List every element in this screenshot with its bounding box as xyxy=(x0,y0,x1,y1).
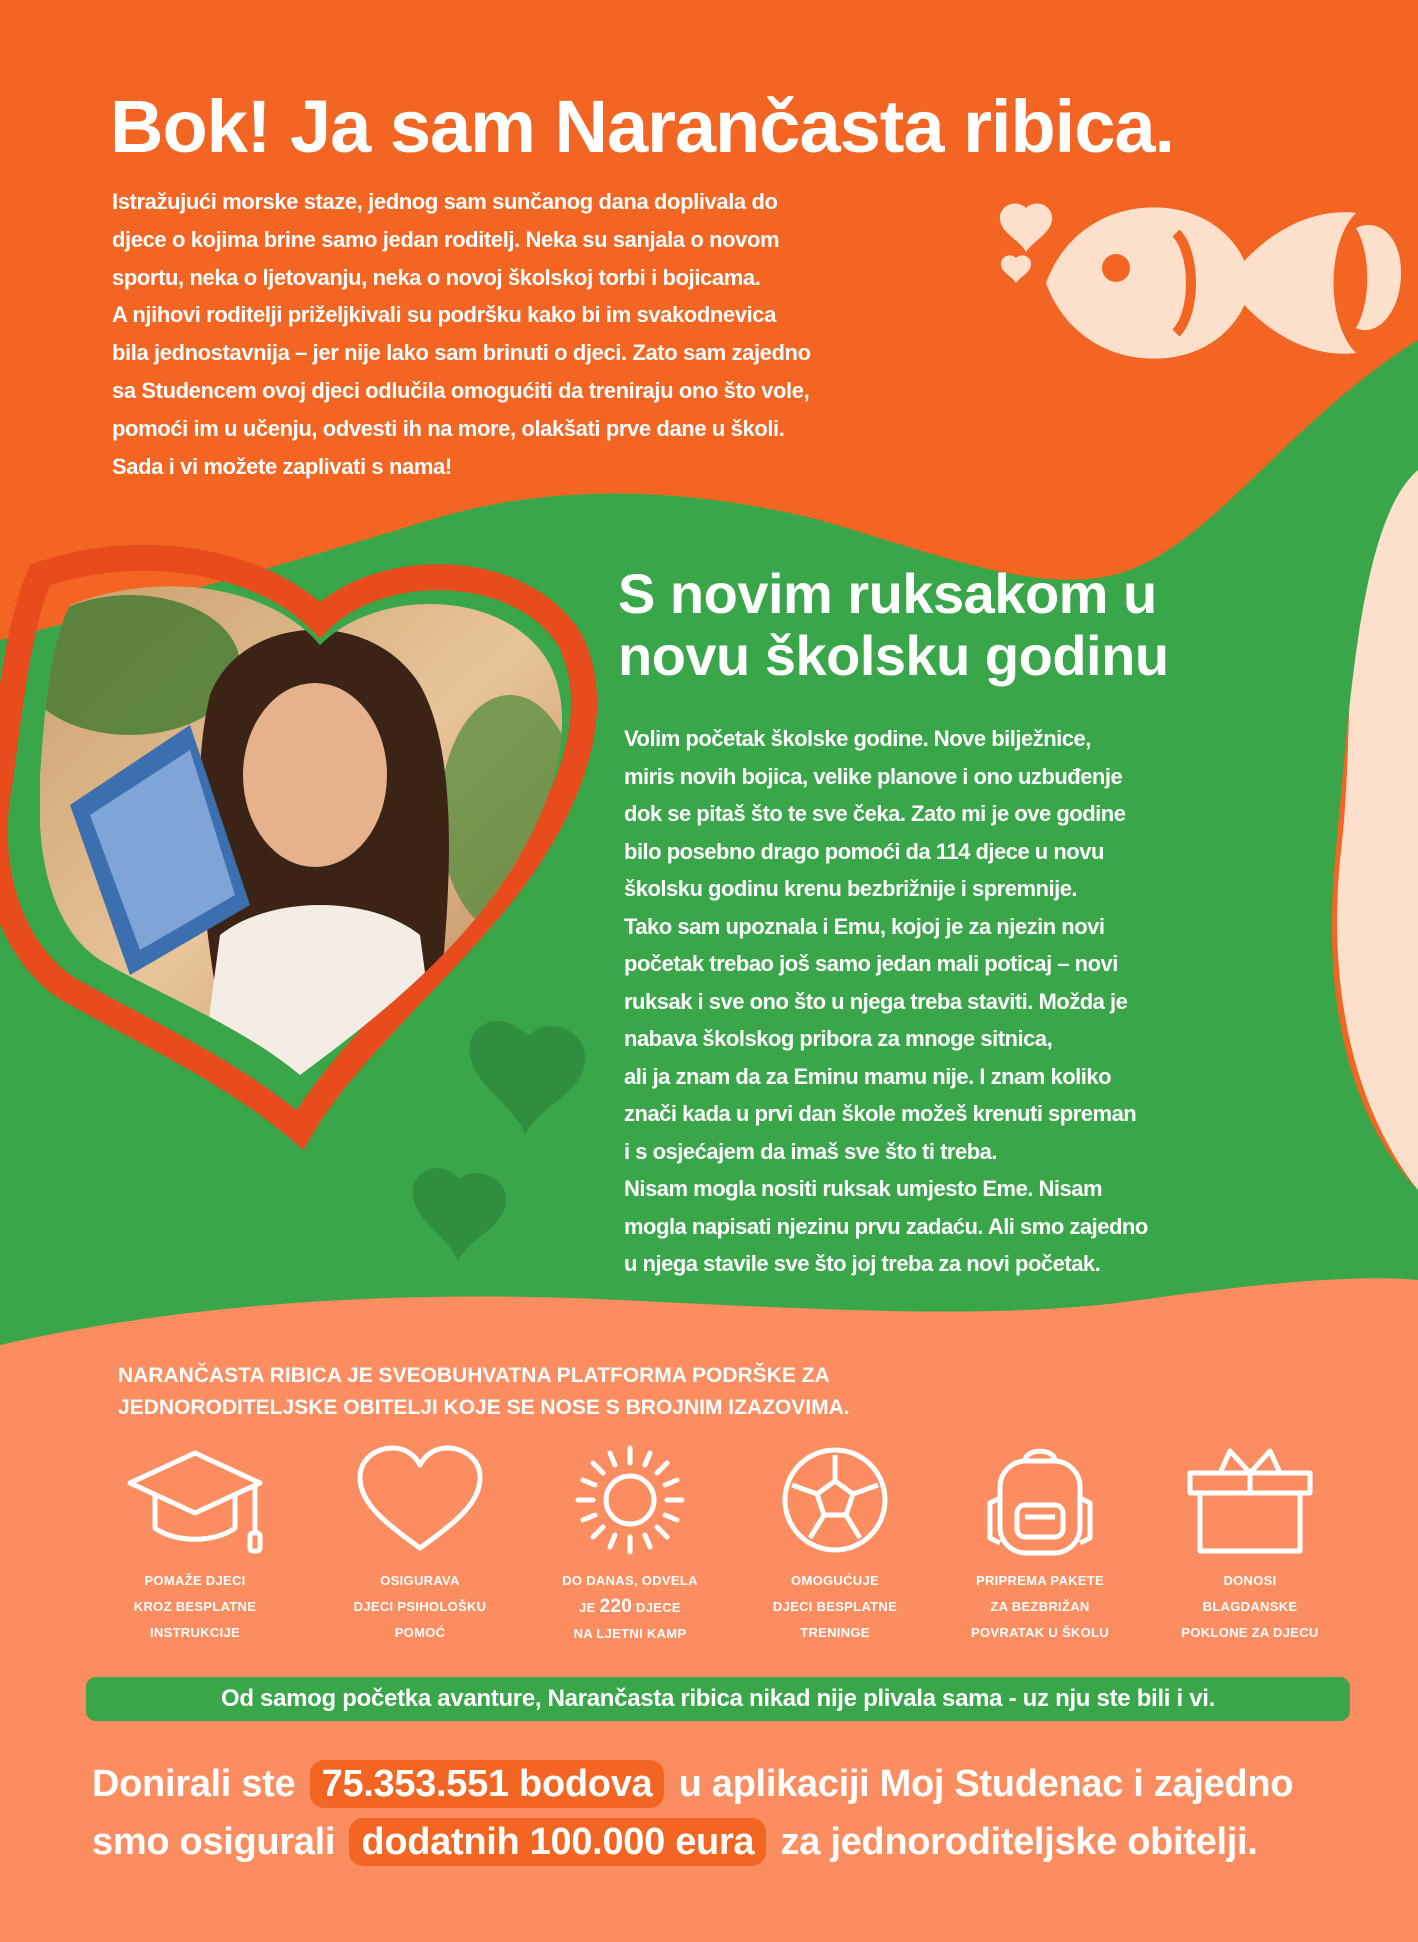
story-line: miris novih bojica, velike planove i ono uzbuđenje xyxy=(624,763,1123,789)
feature-caption-line: DJECI PSIHOLOŠKU xyxy=(353,1599,487,1614)
feature-holiday-gifts xyxy=(1160,1443,1340,1646)
donation-text: Donirali ste xyxy=(92,1763,296,1805)
donation-text: smo osigurali xyxy=(92,1821,336,1863)
donation-text: u aplikaciji Moj Studenac i zajedno xyxy=(678,1763,1294,1805)
feature-caption-line: KROZ BESPLATNE xyxy=(133,1599,257,1614)
donation-line-2 xyxy=(92,1813,1392,1871)
story-line: Volim početak školske godine. Nove bilježnice, xyxy=(624,726,1091,751)
donation-line-1 xyxy=(92,1755,1392,1813)
story-line: dok se pitaš što te sve čeka. Zato mi je ove godine xyxy=(624,801,1126,826)
story-line: školsku godinu krenu bezbrižnije i spremnije. xyxy=(624,876,1078,901)
story-line: i s osjećajem da imaš sve što ti treba. xyxy=(624,1138,998,1164)
feature-caption-line: BLAGDANSKE xyxy=(1202,1599,1298,1614)
story-paragraph xyxy=(624,720,1304,1283)
platform-statement xyxy=(118,1360,1118,1424)
feature-caption-line: OSIGURAVA xyxy=(380,1573,460,1588)
feature-trainings xyxy=(745,1443,925,1646)
graduation-cap-icon xyxy=(120,1443,270,1558)
intro-line: djece o kojima brine samo jedan roditelj. Neka su sanjala o novom xyxy=(112,226,780,252)
gift-icon xyxy=(1175,1443,1325,1558)
intro-paragraph xyxy=(112,183,1012,485)
donation-statement xyxy=(92,1755,1392,1871)
story-line: Tako sam upoznala i Emu, kojoj je za njezin novi xyxy=(624,913,1105,939)
page-title: Bok! Ja sam Narančasta ribica. xyxy=(110,85,1175,168)
feature-caption-line: DONOSI xyxy=(1223,1573,1277,1588)
donated-amount-highlight: dodatnih 100.000 eura xyxy=(349,1818,766,1866)
story-title-line-1: S novim ruksakom u xyxy=(618,562,1157,625)
intro-line: pomoći im u učenju, odvesti ih na more, olakšati prve dane u školi. xyxy=(112,415,785,441)
feature-caption-line xyxy=(540,1594,720,1621)
feature-school-packages xyxy=(950,1443,1130,1646)
platform-line-2: JEDNORODITELJSKE OBITELJI KOJE SE NOSE S BROJNIM IZAZOVIMA. xyxy=(118,1396,850,1419)
fish-logo-icon xyxy=(996,188,1406,378)
intro-line: sa Studencem ovoj djeci odlučila omogućiti da treniraju ono što vole, xyxy=(112,377,810,403)
feature-caption-line: POVRATAK U ŠKOLU xyxy=(971,1625,1109,1640)
feature-summer-camp xyxy=(540,1443,720,1647)
feature-caption-line: TRENINGE xyxy=(800,1625,870,1640)
intro-line: Sada i vi možete zaplivati s nama! xyxy=(112,453,452,479)
donation-text: za jednoroditeljske obitelji. xyxy=(780,1821,1258,1863)
story-line: mogla napisati njezinu prvu zadaću. Ali smo zajedno xyxy=(624,1213,1148,1239)
story-line: u njega stavile sve što joj treba za novi početak. xyxy=(624,1251,1101,1276)
sun-icon xyxy=(555,1443,705,1558)
heart-icon xyxy=(345,1443,495,1558)
feature-caption-line: INSTRUKCIJE xyxy=(150,1625,240,1640)
story-line: početak trebao još samo jedan mali poticaj – novi xyxy=(624,951,1118,976)
intro-line: Istražujući morske staze, jednog sam sunčanog dana doplivala do xyxy=(112,189,778,214)
story-line: znači kada u prvi dan škole možeš krenuti spreman xyxy=(624,1101,1137,1126)
feature-psychological-help xyxy=(330,1443,510,1646)
photo-girl-with-school-supplies xyxy=(40,575,600,1085)
story-line: bilo posebno drago pomoći da 114 djece u novu xyxy=(624,838,1104,864)
intro-line: sportu, neka o ljetovanju, neka o novoj školskoj torbi i bojicama. xyxy=(112,264,761,290)
feature-tutoring xyxy=(105,1443,285,1646)
story-line: ali ja znam da za Eminu mamu nije. I znam koliko xyxy=(624,1063,1112,1089)
feature-caption-line: NA LJETNI KAMP xyxy=(573,1626,687,1641)
story-title-line-2: novu školsku godinu xyxy=(618,624,1169,687)
story-line: nabava školskog pribora za mnoge sitnica, xyxy=(624,1026,1053,1051)
feature-caption-line: POKLONE ZA DJECU xyxy=(1181,1625,1319,1640)
story-line: Nisam mogla nositi ruksak umjesto Eme. Nisam xyxy=(624,1176,1103,1201)
support-banner: Od samog početka avanture, Narančasta ribica nikad nije plivala sama - uz nju ste bili i vi. xyxy=(86,1677,1350,1721)
feature-caption-line: POMAŽE DJECI xyxy=(144,1573,246,1588)
camp-children-count: 220 xyxy=(599,1596,633,1617)
feature-caption-line: ZA BEZBRIŽAN xyxy=(990,1599,1090,1614)
caption-word: JE xyxy=(579,1600,596,1615)
story-line: ruksak i sve ono što u njega treba staviti. Možda je xyxy=(624,988,1128,1014)
feature-caption-line: OMOGUĆUJE xyxy=(791,1573,879,1588)
football-icon xyxy=(760,1443,910,1558)
feature-caption-line: DO DANAS, ODVELA xyxy=(562,1573,698,1588)
feature-caption-line: POMOĆ xyxy=(394,1625,446,1640)
intro-line: bila jednostavnija – jer nije lako sam brinuti o djeci. Zato sam zajedno xyxy=(112,340,811,366)
caption-word: DJECE xyxy=(636,1600,681,1615)
feature-caption-line: PRIPREMA PAKETE xyxy=(975,1573,1104,1588)
donated-points-highlight: 75.353.551 bodova xyxy=(310,1760,665,1808)
intro-line: A njihovi roditelji priželjkivali su podršku kako bi im svakodnevica xyxy=(112,302,776,328)
feature-caption-line: DJECI BESPLATNE xyxy=(772,1599,898,1614)
story-title xyxy=(618,563,1358,687)
platform-line-1: NARANČASTA RIBICA JE SVEOBUHVATNA PLATFORMA PODRŠKE ZA xyxy=(118,1364,830,1387)
backpack-icon xyxy=(965,1443,1115,1558)
